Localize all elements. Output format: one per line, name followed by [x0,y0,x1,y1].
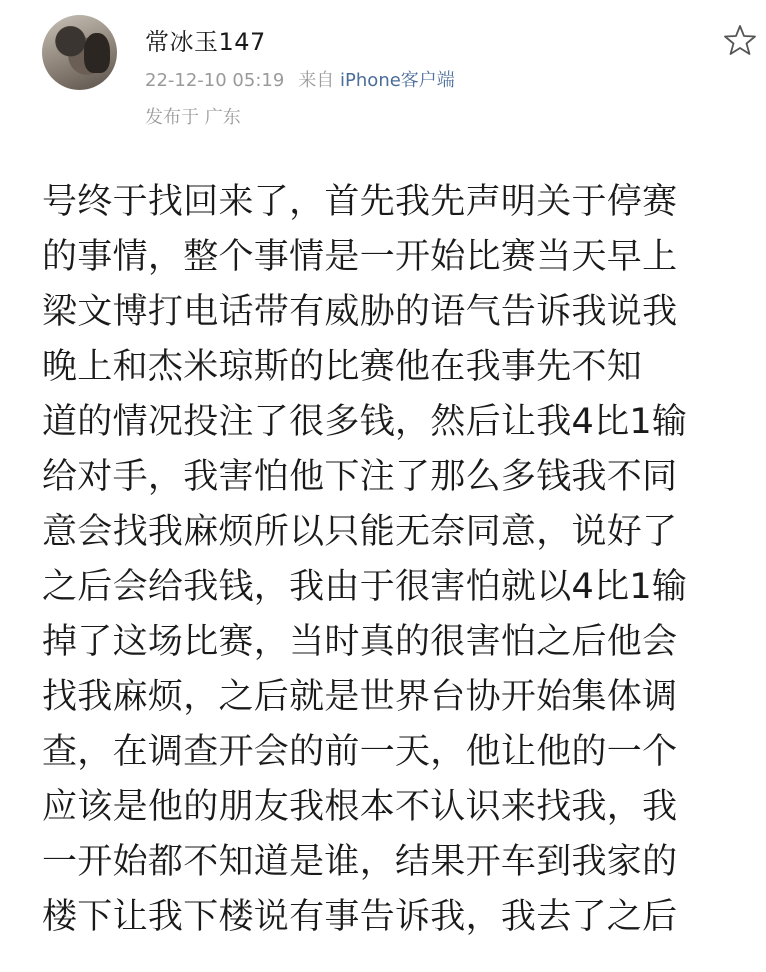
post-text-line: 道的情况投注了很多钱，然后让我4比1输 [42,402,688,442]
post-timestamp: 22-12-10 05:19 [145,70,285,91]
client-link[interactable]: iPhone客户端 [340,70,455,91]
post-text-line: 应该是他的朋友我根本不认识来找我，我 [42,787,678,827]
post-header [0,0,766,150]
post-text-line: 一开始都不知道是谁，结果开车到我家的 [42,842,678,882]
star-outline-icon [722,22,758,58]
post-meta [145,66,455,92]
post-text-line: 楼下让我下楼说有事告诉我，我去了之后 [42,897,678,937]
post-text-line: 给对手，我害怕他下注了那么多钱我不同 [42,457,678,497]
favorite-button[interactable] [722,22,758,58]
post-text-line: 的事情，整个事情是一开始比赛当天早上 [42,237,678,277]
post-text-line: 梁文博打电话带有威胁的语气告诉我说我 [42,292,678,332]
post-text-line: 意会找我麻烦所以只能无奈同意，说好了 [42,512,678,552]
author-name[interactable]: 常冰玉147 [145,28,266,56]
source-prefix: 来自 [298,70,335,91]
post-text-line: 找我麻烦，之后就是世界台协开始集体调 [42,677,678,717]
post-text-line: 查，在调查开会的前一天，他让他的一个 [42,732,678,772]
post-text-line: 之后会给我钱，我由于很害怕就以4比1输 [42,567,688,607]
post-location: 发布于 广东 [145,107,241,128]
post-text-line: 晚上和杰米琼斯的比赛他在我事先不知 [42,347,643,387]
avatar[interactable] [42,15,117,90]
post-text-line: 掉了这场比赛，当时真的很害怕之后他会 [42,622,678,662]
post-text-line: 号终于找回来了，首先我先声明关于停赛 [42,182,678,222]
